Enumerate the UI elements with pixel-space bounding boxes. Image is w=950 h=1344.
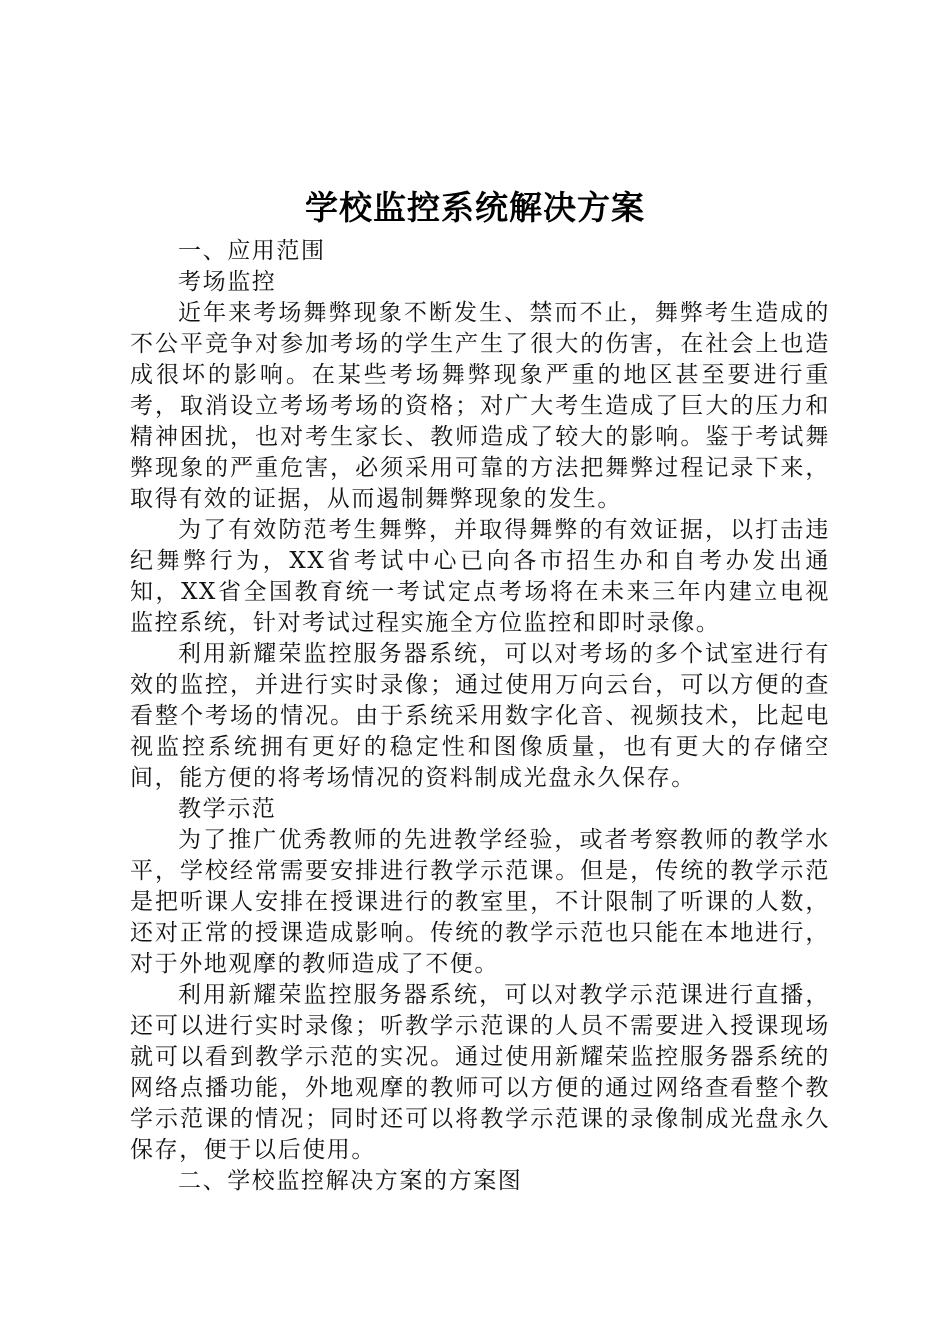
subheading-teaching-demo: 教学示范 bbox=[178, 796, 277, 822]
document-title: 学校监控系统解决方案 bbox=[305, 188, 645, 227]
section-heading-solution-diagram: 二、学校监控解决方案的方案图 bbox=[178, 1168, 523, 1194]
paragraph-teaching-demo-server-system: 利用新耀荣监控服务器系统，可以对教学示范课进行直播，还可以进行实时录像；听教学示范课的人员不需要进入授课现场就可以看到教学示范的实况。通过使用新耀荣监控服务器系统的网络点播功能，外地观摩的教师可以方便的通过网络查看整个教学示范课的情况；同时还可以将教学示范课的录像制成光盘永久保存，便于以后使用。 bbox=[130, 982, 830, 1163]
paragraph-teaching-demo-need: 为了推广优秀教师的先进教学经验，或者考察教师的教学水平，学校经常需要安排进行教学示范课。但是，传统的教学示范是把听课人安排在授课进行的教室里，不计限制了听课的人数，还对正常的授课造成影响。传统的教学示范也只能在本地进行，对于外地观摩的教师造成了不便。 bbox=[130, 827, 830, 977]
paragraph-exam-server-system: 利用新耀荣监控服务器系统，可以对考场的多个试室进行有效的监控，并进行实时录像；通过使用万向云台，可以方便的查看整个考场的情况。由于系统采用数字化音、视频技术，比起电视监控系统拥有更好的稳定性和图像质量，也有更大的存储空间，能方便的将考场情况的资料制成光盘永久保存。 bbox=[130, 641, 830, 791]
section-heading-application-scope: 一、应用范围 bbox=[178, 238, 326, 264]
paragraph-exam-cheating: 近年来考场舞弊现象不断发生、禁而不止，舞弊考生造成的不公平竞争对参加考场的学生产生了很大的伤害，在社会上也造成很坏的影响。在某些考场舞弊现象严重的地区甚至要进行重考，取消设立考场考场的资格；对广大考生造成了巨大的压力和精神困扰，也对考生家长、教师造成了较大的影响。鉴于考试舞弊现象的严重危害，必须采用可靠的方法把舞弊过程记录下来，取得有效的证据，从而遏制舞弊现象的发生。 bbox=[130, 300, 830, 512]
subheading-exam-monitoring: 考场监控 bbox=[178, 269, 277, 295]
paragraph-exam-notice: 为了有效防范考生舞弊，并取得舞弊的有效证据，以打击违纪舞弊行为，XX省考试中心已向各市招生办和自考办发出通知，XX省全国教育统一考试定点考场将在未来三年内建立电视监控系统，针对考试过程实施全方位监控和即时录像。 bbox=[130, 517, 830, 636]
document-body bbox=[130, 236, 830, 1197]
